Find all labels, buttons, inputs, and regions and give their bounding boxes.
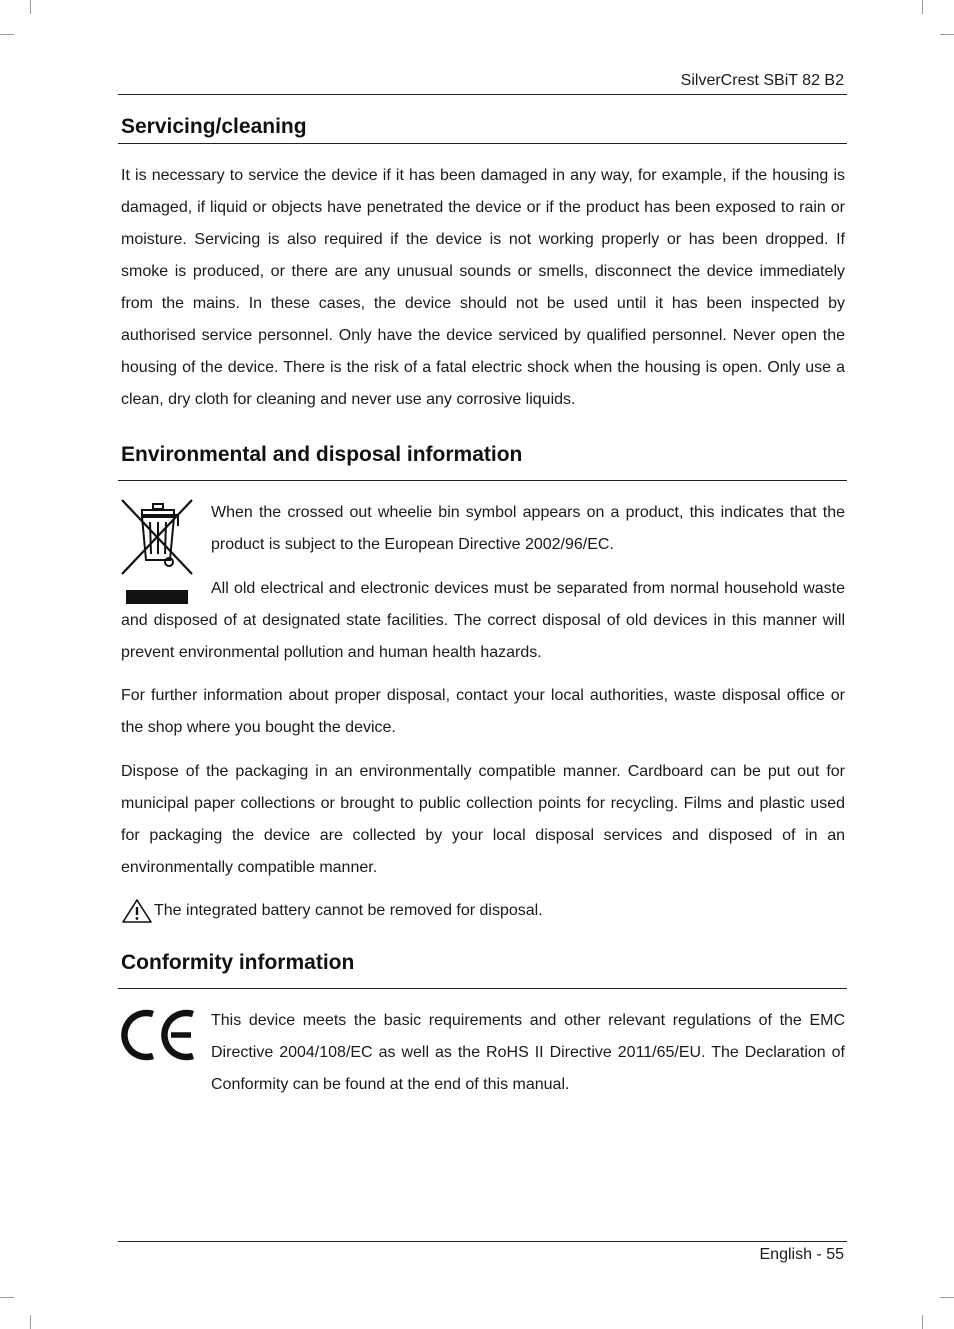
section-rule bbox=[118, 988, 847, 989]
crop-mark bbox=[0, 34, 14, 35]
crop-mark bbox=[922, 0, 923, 14]
crop-mark bbox=[940, 34, 954, 35]
conformity-paragraph: This device meets the basic requirements and other relevant regulations of the EMC Directive 2004/108/EC as well as the RoHS II Directive 2011/65/EU. The Declaration of Conformity can be found at the end of this manual. bbox=[211, 1012, 845, 1093]
environmental-paragraph-4: Dispose of the packaging in an environmentally compatible manner. Cardboard can be put out for municipal paper collections or brought to public collection points for recycling. Films and plastic used for packaging the device are collected by your local disposal services and disposed of in an environmentally compatible manner. bbox=[121, 763, 845, 876]
crop-mark bbox=[30, 0, 31, 14]
battery-note-text: The integrated battery cannot be removed for disposal. bbox=[154, 902, 543, 919]
crop-mark bbox=[0, 1297, 14, 1298]
header-product-name: SilverCrest SBiT 82 B2 bbox=[680, 72, 844, 89]
footer-rule bbox=[118, 1241, 847, 1242]
crop-mark bbox=[922, 1315, 923, 1329]
section-title-servicing: Servicing/cleaning bbox=[121, 115, 307, 138]
battery-note bbox=[121, 895, 543, 927]
header-rule bbox=[118, 94, 847, 95]
section-title-environmental: Environmental and disposal information bbox=[121, 443, 523, 466]
ce-mark-icon bbox=[119, 1008, 195, 1062]
warning-triangle-icon bbox=[121, 898, 153, 924]
section-rule bbox=[118, 143, 847, 144]
section-title-conformity: Conformity information bbox=[121, 951, 355, 974]
environmental-paragraph-1: When the crossed out wheelie bin symbol appears on a product, this indicates that the product is subject to the European Directive 2002/96/EC. bbox=[211, 504, 845, 553]
environmental-paragraph-2: All old electrical and electronic devices must be separated from normal household waste and disposed of at designated state facilities. The correct disposal of old devices in this manner will prevent environmental pollution and human health hazards. bbox=[121, 580, 845, 661]
environmental-paragraph-3: For further information about proper disposal, contact your local authorities, waste disposal office or the shop where you bought the device. bbox=[121, 687, 845, 736]
page-number: English - 55 bbox=[759, 1246, 844, 1263]
section-rule bbox=[118, 480, 847, 481]
crop-mark bbox=[940, 1297, 954, 1298]
servicing-paragraph: It is necessary to service the device if it has been damaged in any way, for example, if the housing is damaged, if liquid or objects have penetrated the device or if the product has been exposed to rain or moisture. Servicing is also required if the device is not working properly or has been dropped. If smoke is produced, or there are any unusual sounds or smells, disconnect the device immediately from the mains. In these cases, the device should not be used until it has been inspected by authorised service personnel. Only have the device serviced by qualified personnel. Never open the housing of the device. There is the risk of a fatal electric shock when the housing is open. Only use a clean, dry cloth for cleaning and never use any corrosive liquids. bbox=[121, 167, 845, 408]
crop-mark bbox=[30, 1315, 31, 1329]
